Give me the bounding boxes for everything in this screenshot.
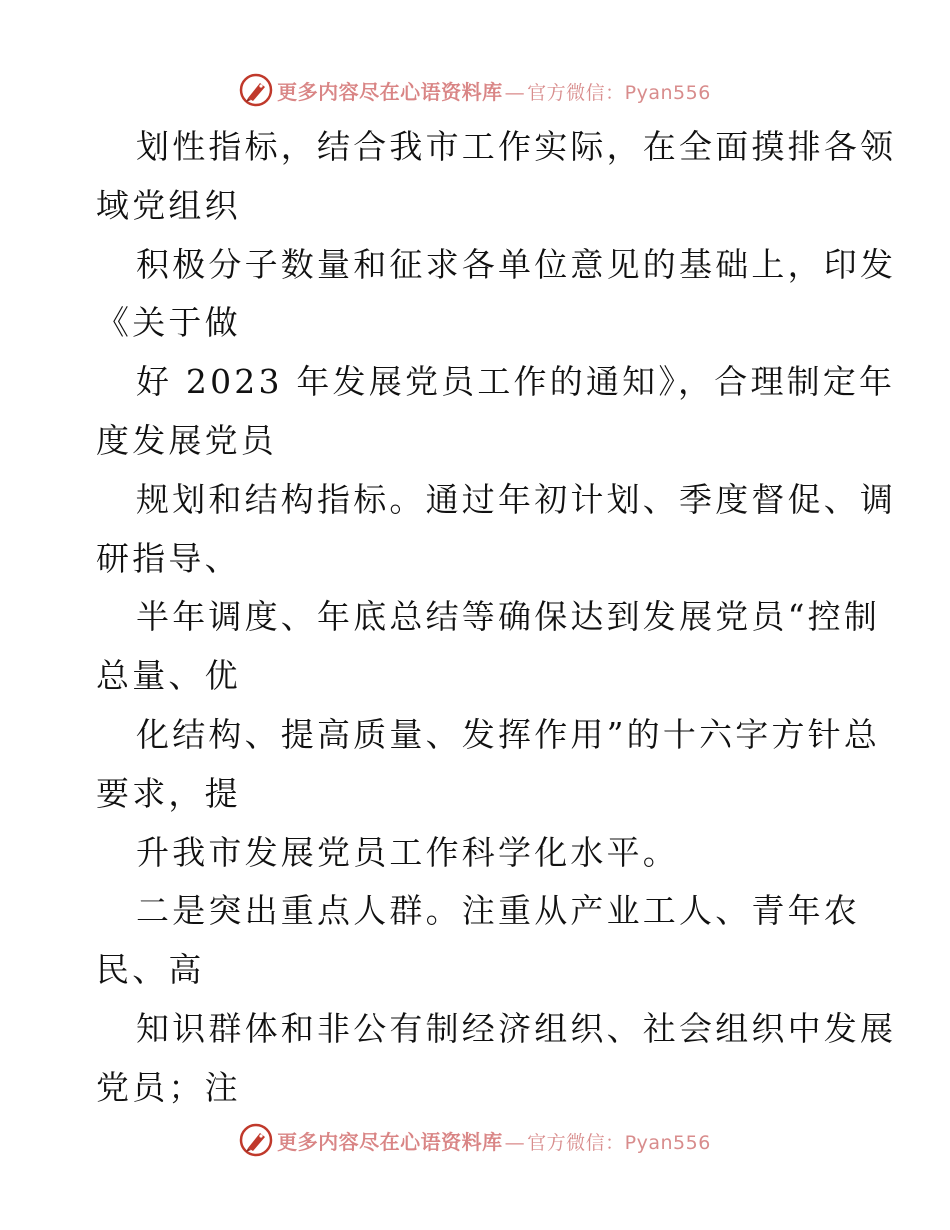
body-line: 总量、优 [96,656,241,696]
body-line: 域党组织 [96,185,241,225]
body-line: 民、高 [96,950,205,990]
banner-brand-text: 更多内容尽在心语资料库 [277,1129,503,1154]
banner-brand-text: 更多内容尽在心语资料库 [277,79,503,104]
body-line: 二是突出重点人群。注重从产业工人、青年农 [136,891,860,931]
banner-wechat-text: 官方微信：Pyan556 [527,1131,711,1154]
document-body [96,118,897,1118]
pen-nib-logo-icon [239,1123,273,1157]
body-line: 积极分子数量和征求各单位意见的基础上，印发 [136,244,897,284]
body-line: 度发展党员 [96,420,277,460]
banner-separator: — [504,1129,526,1154]
body-line: 划性指标，结合我市工作实际，在全面摸排各领 [136,127,897,166]
footer-banner [0,1120,950,1160]
body-line: 升我市发展党员工作科学化水平。 [136,832,679,872]
body-line: 研指导、 [96,538,241,578]
body-line: 要求，提 [96,773,241,813]
banner-wechat-text: 官方微信：Pyan556 [527,81,711,104]
body-line: 党员；注 [96,1067,241,1107]
body-line: 化结构、提高质量、发挥作用”的十六字方针总 [136,714,881,754]
body-line: 知识群体和非公有制经济组织、社会组织中发展 [136,1008,897,1048]
body-line: 好 2023 年发展党员工作的通知》，合理制定年 [136,362,896,402]
body-line: 半年调度、年底总结等确保达到发展党员“控制 [136,597,881,637]
body-line: 《关于做 [96,303,241,343]
banner-separator: — [504,79,526,104]
header-banner [0,70,950,110]
pen-nib-logo-icon [239,73,273,107]
body-line: 规划和结构指标。通过年初计划、季度督促、调 [136,479,897,519]
